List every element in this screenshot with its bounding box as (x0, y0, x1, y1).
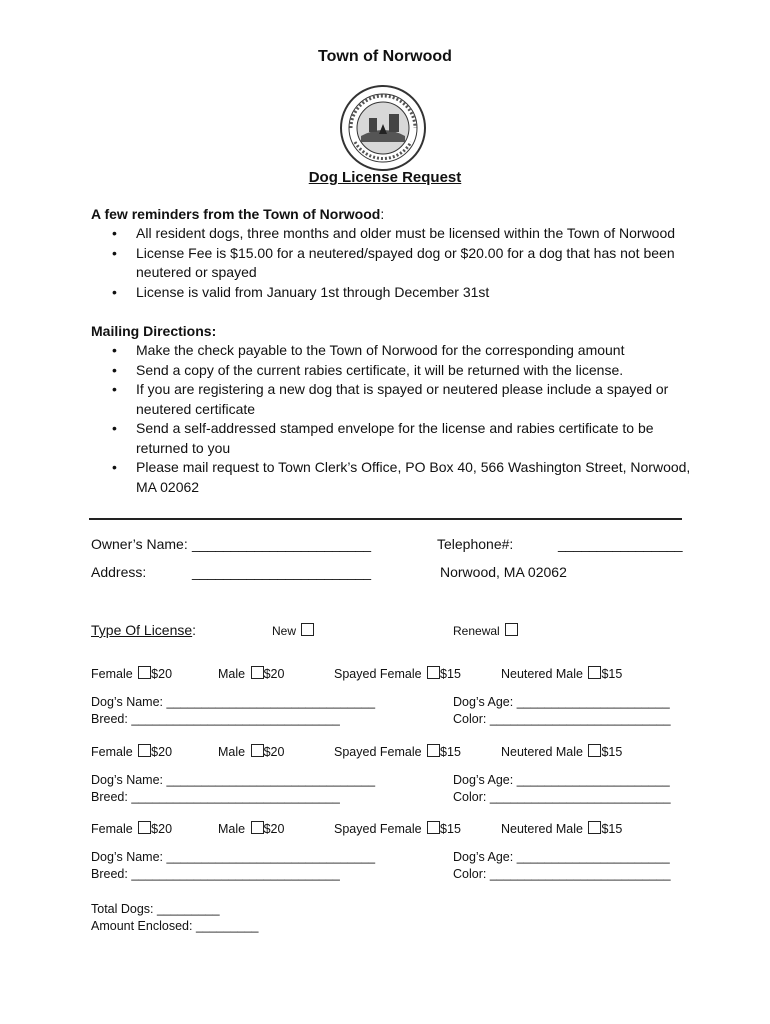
female-price: $20 (151, 745, 173, 759)
total-dogs-row (91, 902, 220, 916)
female-option[interactable] (91, 744, 172, 759)
female-checkbox[interactable] (138, 744, 151, 757)
amount-enclosed-row (91, 919, 259, 933)
new-license-option[interactable] (272, 623, 314, 638)
list-item: • Send a self-addressed stamped envelope for the license and rabies certificate to be returned to you (112, 419, 692, 458)
dog-name-row (91, 850, 375, 864)
mailing-heading (91, 323, 216, 339)
list-item: • If you are registering a new dog that is spayed or neutered please include a spayed or neutered certificate (112, 380, 692, 419)
female-price: $20 (151, 667, 173, 681)
neutered-male-price: $15 (601, 745, 623, 759)
color-label: Color: (453, 790, 487, 804)
dog-name-label: Dog’s Name: (91, 850, 164, 864)
spayed-female-option[interactable] (334, 821, 461, 836)
male-label: Male (218, 667, 246, 681)
spayed-female-label: Spayed Female (334, 745, 422, 759)
breed-field[interactable]: ______________________________ (131, 867, 340, 881)
color-label: Color: (453, 712, 487, 726)
reminders-list (112, 224, 692, 302)
dog-age-label: Dog’s Age: (453, 773, 514, 787)
neutered-male-price: $15 (601, 667, 623, 681)
female-checkbox[interactable] (138, 821, 151, 834)
telephone-field[interactable]: ________________ (558, 536, 683, 552)
breed-row (91, 867, 340, 881)
amount-enclosed-label: Amount Enclosed: (91, 919, 193, 933)
form-subtitle: Dog License Request (308, 169, 462, 186)
section-divider (89, 518, 682, 520)
dog-name-row (91, 695, 375, 709)
dog-age-field[interactable]: ______________________ (516, 695, 670, 709)
spayed-female-price: $15 (440, 667, 461, 681)
male-checkbox[interactable] (251, 744, 264, 757)
list-item: • License is valid from January 1st through December 31st (112, 283, 692, 303)
amount-enclosed-field[interactable]: _________ (195, 919, 259, 933)
male-checkbox[interactable] (251, 666, 264, 679)
reminders-heading-text: A few reminders from the Town of Norwood (91, 206, 381, 222)
list-item: • Send a copy of the current rabies certificate, it will be returned with the license. (112, 361, 692, 381)
neutered-male-checkbox[interactable] (588, 666, 601, 679)
license-type-colon: : (192, 622, 197, 638)
total-dogs-label: Total Dogs: (91, 902, 154, 916)
dog-age-field[interactable]: ______________________ (516, 850, 670, 864)
male-option[interactable] (218, 744, 284, 759)
neutered-male-label: Neutered Male (501, 667, 583, 681)
spayed-female-checkbox[interactable] (427, 666, 440, 679)
neutered-male-label: Neutered Male (501, 822, 583, 836)
female-label: Female (91, 745, 133, 759)
license-type-label-text: Type Of License (91, 622, 193, 638)
reminders-heading (91, 206, 384, 222)
dog-age-row (453, 773, 670, 787)
city-text: Norwood, MA 02062 (440, 564, 567, 580)
neutered-male-option[interactable] (501, 821, 622, 836)
male-price: $20 (263, 667, 285, 681)
neutered-male-option[interactable] (501, 666, 622, 681)
female-price: $20 (151, 822, 173, 836)
neutered-male-option[interactable] (501, 744, 622, 759)
renewal-license-checkbox[interactable] (505, 623, 518, 636)
page-title: Town of Norwood (318, 48, 452, 65)
spayed-female-price: $15 (440, 822, 461, 836)
reminders-heading-colon: : (380, 206, 385, 222)
male-option[interactable] (218, 821, 284, 836)
dog-name-field[interactable]: ______________________________ (166, 850, 376, 864)
spayed-female-checkbox[interactable] (427, 821, 440, 834)
dog-age-label: Dog’s Age: (453, 695, 514, 709)
license-type-label (91, 622, 196, 638)
dog-age-row (453, 695, 670, 709)
breed-field[interactable]: ______________________________ (131, 712, 340, 726)
color-row (453, 712, 671, 726)
town-seal-logo (339, 84, 427, 172)
dog-name-field[interactable]: ______________________________ (166, 695, 376, 709)
neutered-male-price: $15 (601, 822, 623, 836)
male-label: Male (218, 822, 246, 836)
breed-row (91, 790, 340, 804)
owner-name-label: Owner’s Name: (91, 536, 188, 552)
breed-row (91, 712, 340, 726)
spayed-female-label: Spayed Female (334, 822, 422, 836)
new-license-label: New (272, 624, 297, 638)
mailing-list (112, 341, 692, 497)
breed-label: Breed: (91, 790, 128, 804)
spayed-female-price: $15 (440, 745, 461, 759)
male-price: $20 (263, 745, 285, 759)
color-field[interactable]: __________________________ (489, 790, 671, 804)
dog-name-label: Dog’s Name: (91, 695, 164, 709)
telephone-label: Telephone#: (437, 536, 514, 552)
spayed-female-option[interactable] (334, 744, 461, 759)
dog-age-row (453, 850, 670, 864)
male-price: $20 (263, 822, 285, 836)
female-checkbox[interactable] (138, 666, 151, 679)
breed-label: Breed: (91, 867, 128, 881)
male-checkbox[interactable] (251, 821, 264, 834)
dog-name-label: Dog’s Name: (91, 773, 164, 787)
female-option[interactable] (91, 821, 172, 836)
color-field[interactable]: __________________________ (489, 867, 671, 881)
list-item: • License Fee is $15.00 for a neutered/spayed dog or $20.00 for a dog that has not been neutered or spayed (112, 244, 692, 283)
dog-name-field[interactable]: ______________________________ (166, 773, 376, 787)
new-license-checkbox[interactable] (301, 623, 314, 636)
male-label: Male (218, 745, 246, 759)
neutered-male-checkbox[interactable] (588, 744, 601, 757)
neutered-male-label: Neutered Male (501, 745, 583, 759)
spayed-female-label: Spayed Female (334, 667, 422, 681)
spayed-female-option[interactable] (334, 666, 461, 681)
owner-name-field[interactable]: _______________________ (192, 536, 372, 552)
breed-label: Breed: (91, 712, 128, 726)
renewal-license-option[interactable] (453, 623, 518, 638)
color-label: Color: (453, 867, 487, 881)
color-row (453, 867, 671, 881)
female-option[interactable] (91, 666, 172, 681)
spayed-female-checkbox[interactable] (427, 744, 440, 757)
list-item: • Make the check payable to the Town of Norwood for the corresponding amount (112, 341, 692, 361)
dog-age-field[interactable]: ______________________ (516, 773, 670, 787)
address-field[interactable]: _______________________ (192, 564, 372, 580)
dog-age-label: Dog’s Age: (453, 850, 514, 864)
list-item: • Please mail request to Town Clerk’s Office, PO Box 40, 566 Washington Street, Norwood, MA 02062 (112, 458, 692, 497)
list-item: • All resident dogs, three months and older must be licensed within the Town of Norwood (112, 224, 692, 244)
renewal-license-label: Renewal (453, 624, 500, 638)
dog-name-row (91, 773, 375, 787)
mailing-heading-text: Mailing Directions: (91, 323, 217, 339)
color-row (453, 790, 671, 804)
female-label: Female (91, 822, 133, 836)
neutered-male-checkbox[interactable] (588, 821, 601, 834)
address-label: Address: (91, 564, 147, 580)
male-option[interactable] (218, 666, 284, 681)
total-dogs-field[interactable]: _________ (157, 902, 220, 916)
female-label: Female (91, 667, 133, 681)
breed-field[interactable]: ______________________________ (131, 790, 340, 804)
color-field[interactable]: __________________________ (489, 712, 671, 726)
